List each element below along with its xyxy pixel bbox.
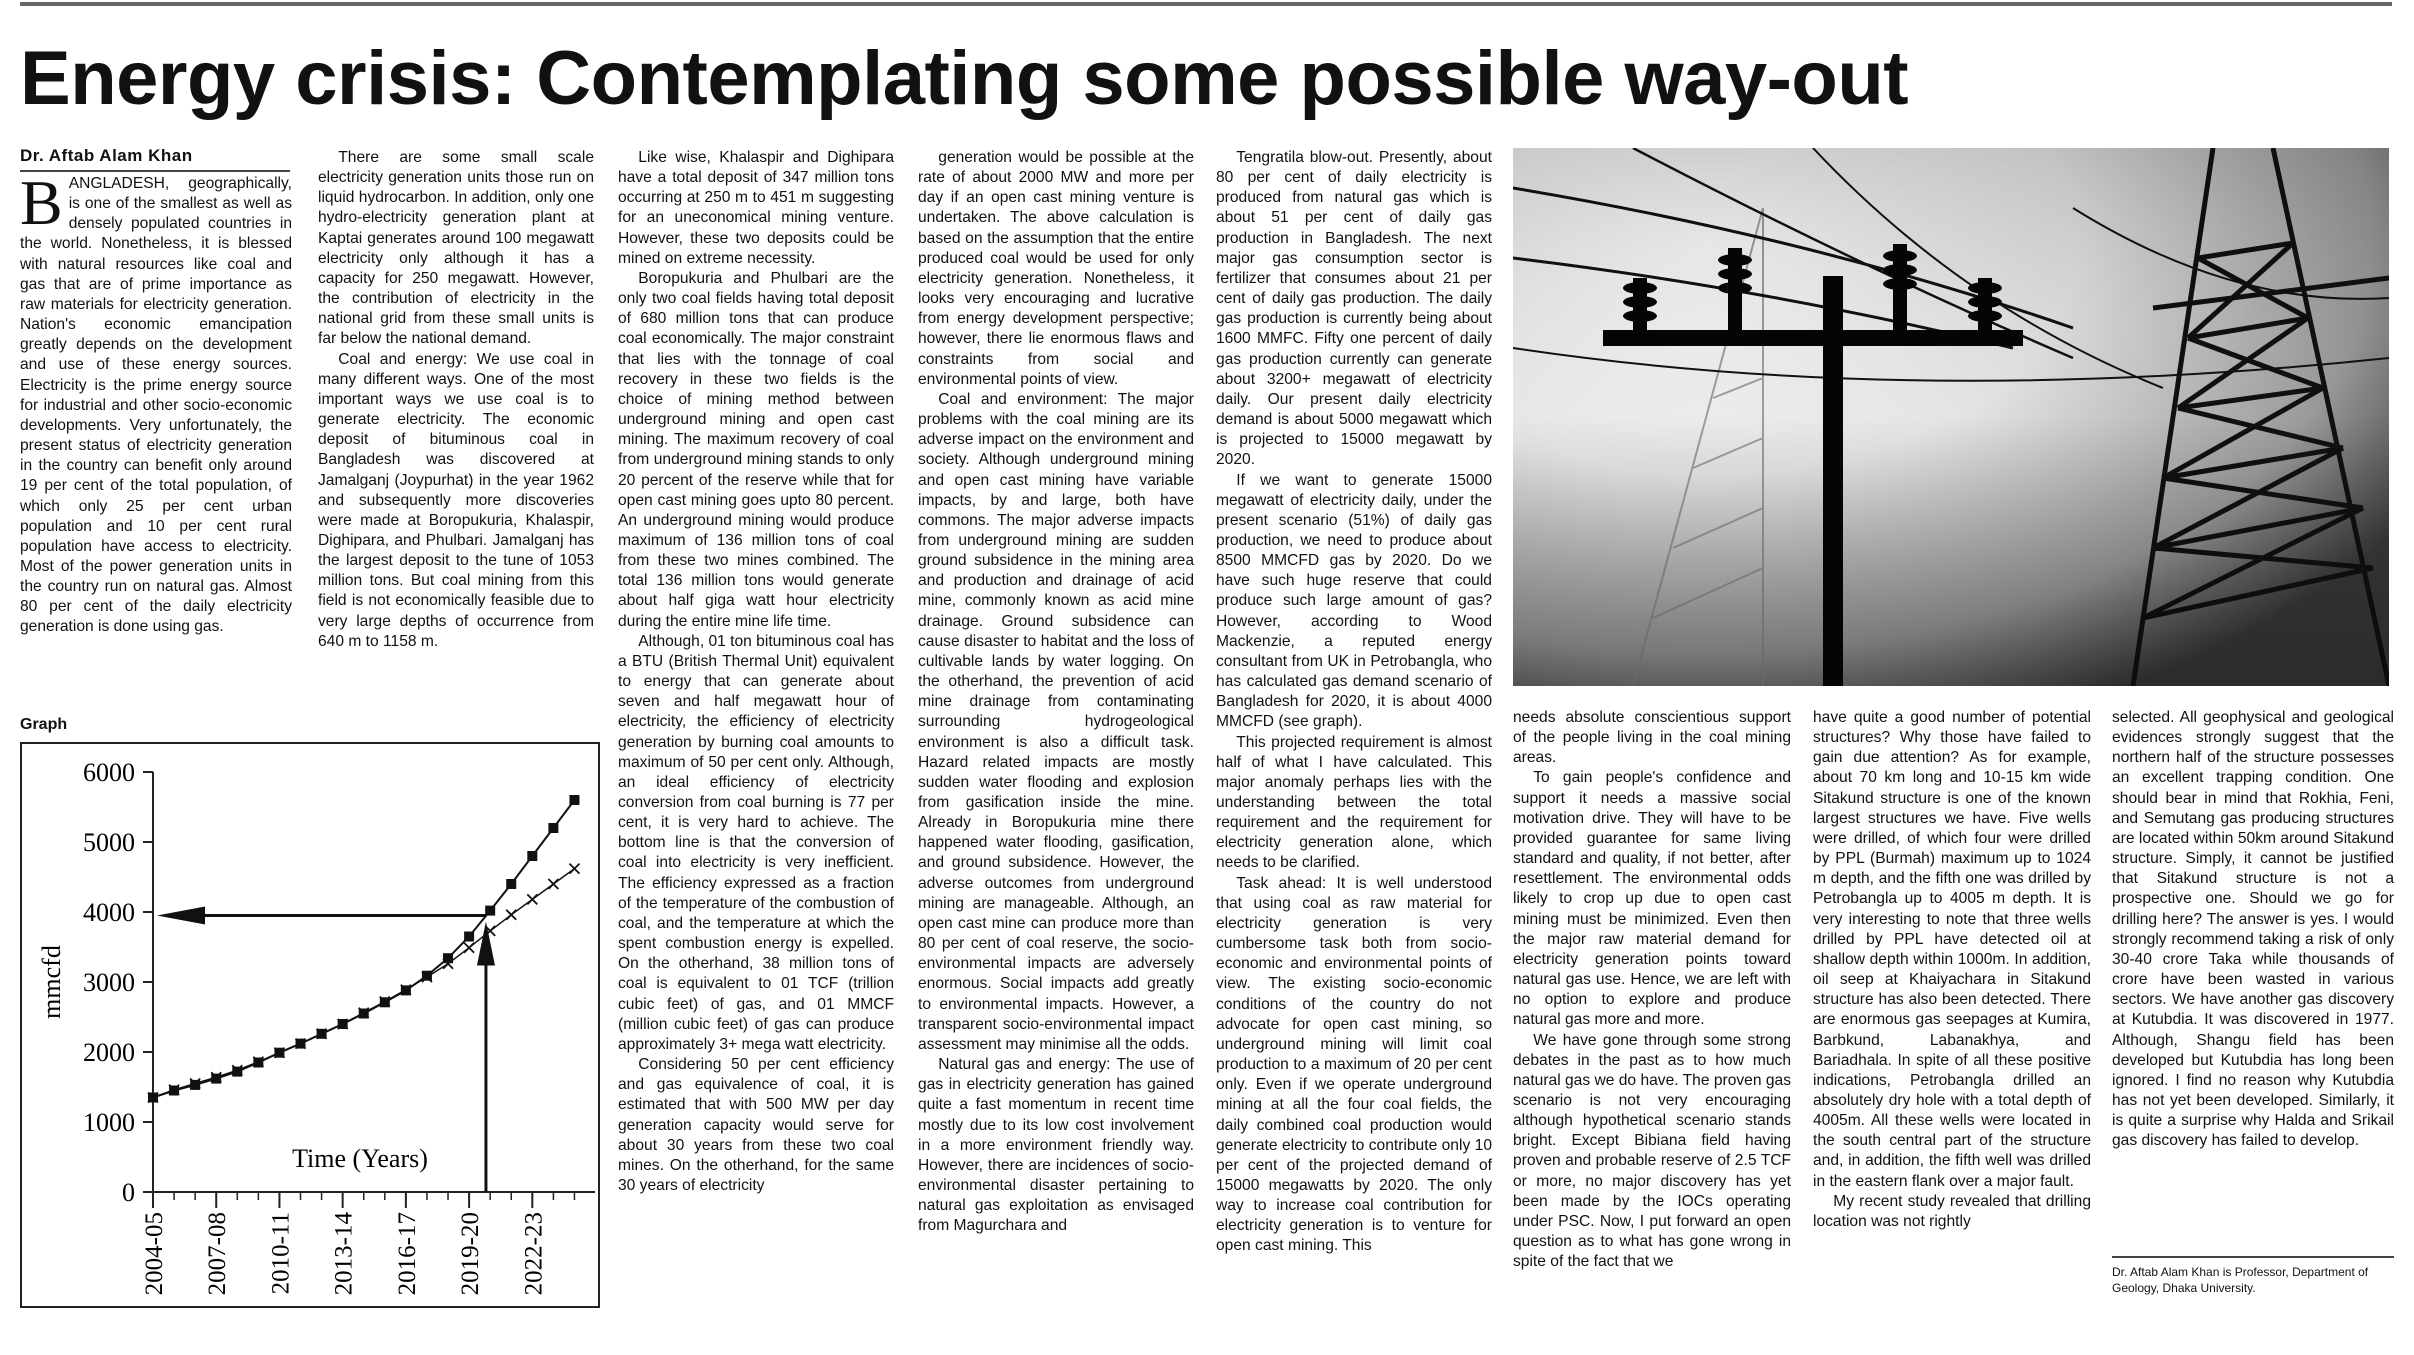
- x-tick-label: 2007-08: [204, 1212, 232, 1296]
- intro-paragraph: BANGLADESH, geographically, is one of the smallest as well as densely populated countries in the world. Nonetheless, it is blessed with natural resources like coal and gas that are of prime importance as raw materials for electricity generation. Nation's economic emancipation greatly depends on the development and use of these energy sources. Electricity is the prime energy source for industrial and other socio-economic developments. Very unfortunately, the present status of electricity generation in the country can benefit only around 19 per cent of the total population, of which only 25 per cent urban population and 10 per cent rural population have access to electricity. Most of the power generation units in the country run on natural gas. Almost 80 per cent of the daily electricity generation is done using gas.: [20, 174, 292, 636]
- paragraph: Tengratila blow-out. Presently, about 80 per cent of daily electricity is produced from natural gas which is about 51 per cent of daily gas production in Bangladesh. The next major gas consumption sector is fertilizer that consumes about 21 per cent of daily gas production. The daily gas production is currently being about 1600 MMFC. Fifty one percent of daily gas production currently can generate about 3200+ megawatt of electricity daily. Our present daily electricity demand is about 5000 megawatt which is projected to 15000 megawatt by 2020.: [1216, 149, 1492, 469]
- paragraph: Task ahead: It is well understood that using coal as raw material for electricity generation is very cumbersome task both from socio-economic and environmental points of view. The existing socio-economic conditions of the country do not advocate for open cast mining, so underground mining will limit coal production to a maximum of 20 per cent only. Even if we operate underground mining at all the four coal fields, the daily combined coal production would generate electricity to contribute only 10 per cent of the projected demand of 15000 megawatts by 2020. The only way to increase coal contribution for electricity generation is to venture for open cast mining. This: [1216, 874, 1492, 1255]
- paragraph: There are some small scale electricity generation units those run on liquid hydrocarbon. In addition, only one hydro-electricity generation plant at Kaptai generates around 100 megawatt electricity only although it has a capacity for 250 megawatt. However, the contribution of electricity in the national grid from these small units is far below the national demand.: [318, 149, 594, 348]
- paragraph: generation would be possible at the rate of about 2000 MW and more per day if an open cast mining venture is undertaken. The above calculation is based on the assumption that the entire produced coal would be used for only electricity generation. Nonetheless, it looks very encouraging and lucrative from energy development perspective; however, there lie enormous flaws and constraints from social and environmental points of view.: [918, 149, 1194, 388]
- square-marker: [232, 1067, 242, 1077]
- paragraph: Considering 50 per cent efficiency and gas equivalence of coal, it is estimated that with 500 MW per day generation capacity would serve for about 30 years from these two coal mines. On the otherhand, for the same 30 years of electricity: [618, 1056, 894, 1194]
- article-column-8: [2112, 708, 2394, 1248]
- paragraph: needs absolute conscientious support of the people living in the coal mining areas.: [1513, 709, 1791, 767]
- y-axis-label: mmcfd: [37, 945, 66, 1019]
- byline: Dr. Aftab Alam Khan: [20, 146, 290, 172]
- power-pylon-photo: [1513, 148, 2389, 686]
- x-tick-label: 2022-23: [520, 1212, 548, 1296]
- x-tick-label: 2004-05: [141, 1212, 168, 1296]
- x-tick-label: 2016-17: [393, 1212, 421, 1296]
- graph-label: Graph: [20, 716, 68, 733]
- article-column-6: [1513, 708, 1791, 1310]
- square-marker: [211, 1074, 221, 1084]
- paragraph: This projected requirement is almost half of what I have calculated. This major anomaly perhaps lies with the understanding between the total requirement and the requirement for electricity generation alone, which needs to be clarified.: [1216, 733, 1492, 872]
- top-rule: [20, 2, 2392, 6]
- paragraph: Coal and environment: The major problems with the coal mining are its adverse impact on the environment and society. Although underground mining and open cast mining have variable impacts, by and large, both have commons. The major adverse impacts from underground mining are sudden ground subsidence in the mining area and production and drainage of acid mine, commonly known as acid mine drainage. Ground subsidence can cause disaster to habitat and the loss of cultivable lands by water logging. On the otherhand, the prevention of acid mine drainage from contaminating surrounding hydrogeological environment is also a difficult task. Hazard related impacts are mostly sudden water flooding and explosion from gasification inside the mine. Already in Boropukuria mine there happened water flooding, gasification, and ground subsidence. However, the adverse outcomes from underground mining are manageable. Although, an open cast mine can produce more than 80 per cent of coal reserve, the socio-environmental impacts are adversely enormous. Social impacts add greatly to environmental impacts. However, a transparent socio-environmental impact assessment may minimise all the odds.: [918, 390, 1194, 1053]
- square-marker: [422, 971, 432, 981]
- y-tick-label: 5000: [83, 828, 135, 857]
- y-tick-label: 2000: [83, 1038, 135, 1067]
- paragraph: Like wise, Khalaspir and Dighipara have a total deposit of 347 million tons occurring at 250 m to 451 m suggesting for an uneconomical mining venture. However, these two deposits could be mined on extreme necessity.: [618, 149, 894, 267]
- article-column-7: [1813, 708, 2091, 1310]
- y-tick-label: 6000: [83, 758, 135, 787]
- square-marker: [506, 879, 516, 889]
- paragraph: Coal and energy: We use coal in many different ways. One of the most important ways we use coal is to generate electricity. The economic deposit of bituminous coal in Bangladesh was discovered at Jamalganj (Joypurhat) in the year 1962 and subsequently more discoveries were made at Boropukuria, Khalaspir, Dighipara, and Phulbari. Jamalganj has the largest deposit to the tune of 1053 million tons. But coal mining from this field is not economically feasible due to very large depths of occurrence from 640 m to 1158 m.: [318, 350, 594, 650]
- headline: Energy crisis: Contemplating some possible way-out: [20, 36, 1909, 121]
- paragraph: have quite a good number of potential structures? Why those have failed to gain due attention? As for example, about 70 km long and 10-15 km wide Sitakund structure is one of the known largest structures we have. Five wells were drilled, of which four were drilled by PPL (Burmah) maximum up to 1024 m depth, and the fifth one was drilled by Petrobangla up to 4005 m depth. It is very interesting to note that three wells drilled by PPL have detected oil at shallow depth within 1000m. In addition, oil seep at Khaiyachara in Sitakund structure has also been detected. There are enormous gas seepages at Kumira, Barbkund, Labanakhya, and Bariadhala. In spite of all these positive indications, Petrobangla drilled an absolutely dry hole with a total depth of 4005m. All these wells were located in the south central part of the structure and, in addition, the fifth well was drilled in the eastern flank over a major fault.: [1813, 709, 2091, 1190]
- paragraph: Boropukuria and Phulbari are the only two coal fields having total deposit of 680 million tons that can produce coal economically. The major constraint that lies with the tonnage of coal recovery in these two fields is the choice of mining method between underground mining and open cast mining. The maximum recovery of coal from underground mining stands to only 20 percent of the reserve while that for open cast mining goes upto 80 percent. An underground mining would produce maximum of 136 million tons of coal from these two mines combined. The total 136 million tons would generate about half giga watt hour electricity during the entire mine life time.: [618, 269, 894, 630]
- square-marker: [548, 823, 558, 833]
- x-axis-label: Time (Years): [292, 1144, 428, 1173]
- square-marker: [569, 795, 579, 805]
- article-column-3: [618, 148, 894, 1310]
- drop-cap: B: [20, 174, 63, 238]
- gas-demand-chart: [20, 742, 600, 1308]
- paragraph: We have gone through some strong debates in the past as to how much natural gas we do have. The proven gas scenario is not very encouraging although hypothetical scenario stands bright. Except Bibiana field having proven and probable reserve of 2.5 TCF or more, no major discovery has yet been made by the IOCs operating under PSC. Now, I put forward an open question as to what has gone wrong in spite of the fact that we: [1513, 1031, 1791, 1271]
- square-marker: [485, 906, 495, 916]
- square-marker: [464, 932, 474, 942]
- article-column-2: [318, 148, 594, 708]
- paragraph: Natural gas and energy: The use of gas in electricity generation has gained quite a fast momentum in recent time mostly due to its low cost involvement in a more environment friendly way. However, there are incidences of socio-environmental disaster pertaining to natural gas exploitation as envisaged from Magurchara and: [918, 1056, 1194, 1235]
- y-tick-label: 1000: [83, 1108, 135, 1137]
- square-marker: [190, 1080, 200, 1090]
- y-tick-label: 4000: [83, 898, 135, 927]
- author-bio: Dr. Aftab Alam Khan is Professor, Department of Geology, Dhaka University.: [2112, 1256, 2394, 1296]
- article-column-4: [918, 148, 1194, 1310]
- y-tick-label: 0: [122, 1178, 135, 1207]
- article-column-5: [1216, 148, 1492, 1310]
- paragraph: selected. All geophysical and geological evidences strongly suggest that the northern half of the structure possesses an excellent trapping condition. One should bear in mind that Rokhia, Feni, and Semutang gas producing structures are located within 50km around Sitakund structure. Simply, it cannot be justified that Sitakund structure is not a prospective one. Should we go for drilling here? The answer is yes. I would strongly recommend taking a risk of only 30-40 crore Taka while thousands of crore have been wasted in various sectors. We have another gas discovery at Kutubdia. It was discovered in 1977. Although, Shangu field has been developed but Kutubdia has long been ignored. I find no reason why Kutubdia has not yet been developed. Similarly, it is quite a surprise why Halda and Srikail gas discovery has failed to develop.: [2112, 709, 2394, 1150]
- x-tick-label: 2019-20: [457, 1212, 485, 1296]
- paragraph: If we want to generate 15000 megawatt of electricity daily, under the present scenario (51%) of daily gas production, we need to produce about 8500 MMCFD gas by 2020. Do we have such huge reserve that could produce such large amount of gas? However, according to Wood Mackenzie, a reputed energy consultant from UK in Petrobangla, who has calculated gas demand scenario of Bangladesh for 2020, it is about 4000 MMCFD (see graph).: [1216, 471, 1492, 731]
- y-tick-label: 3000: [83, 968, 135, 997]
- paragraph: Although, 01 ton bituminous coal has a BTU (British Thermal Unit) equivalent to energy that can generate about seven and half megawatt hour of electricity, the efficiency of electricity generation by burning coal amounts to maximum of 50 per cent only. Although, an ideal efficiency of electricity conversion from coal burning is 77 per cent, it is very hard to achieve. The bottom line is that the conversion of coal into electricity is very inefficient. The efficiency expressed as a fraction of the temperature of the combustion of coal, and the temperature at which the spent combustion energy is expelled. On the otherhand, 38 million tons of coal is equivalent to 01 TCF (trillion cubic feet) of gas, and 01 MMCF (million cubic feet) of gas can produce approximately 3+ mega watt electricity.: [618, 632, 894, 1053]
- x-tick-label: 2013-14: [330, 1212, 358, 1296]
- paragraph: To gain people's confidence and support it needs a massive social motivation drive. They will have to be provided guarantee for same living standard and quality, if not better, after resettlement. The environmental odds likely to crop up due to open cast mining must be minimized. Even then the major raw material demand for electricity generation points toward natural gas use. Hence, we are left with no option to explore and produce natural gas more and more.: [1513, 769, 1791, 1029]
- paragraph: My recent study revealed that drilling location was not rightly: [1813, 1192, 2091, 1230]
- x-tick-label: 2010-11: [267, 1212, 295, 1295]
- square-marker: [527, 851, 537, 861]
- square-marker: [443, 953, 453, 963]
- article-column-1: [20, 174, 292, 714]
